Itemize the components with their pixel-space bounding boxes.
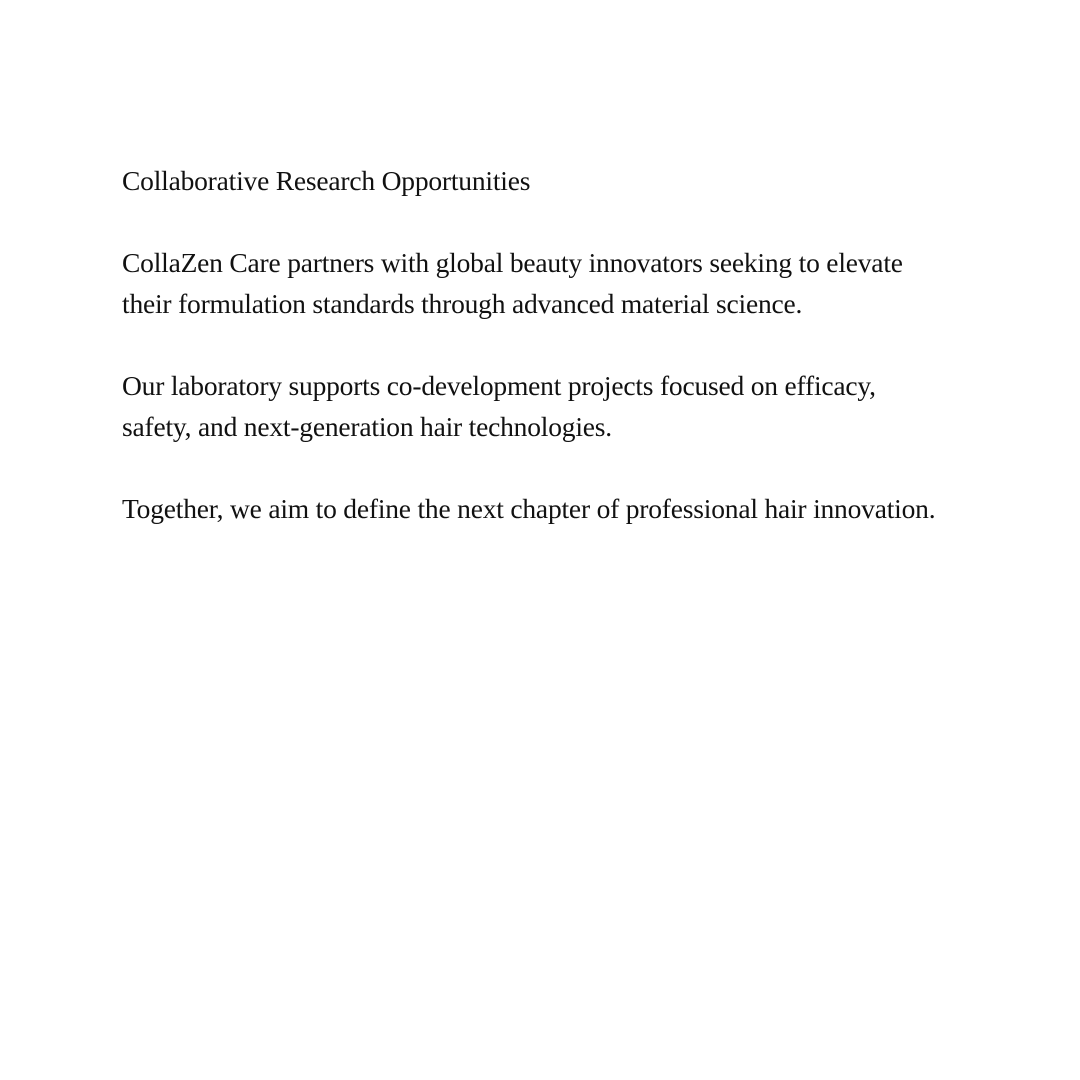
document-body bbox=[122, 160, 942, 529]
paragraph-partners: CollaZen Care partners with global beauty innovators seeking to elevate their formulation standards through advanced material science. bbox=[122, 247, 903, 319]
section-heading: Collaborative Research Opportunities bbox=[122, 165, 531, 196]
paragraph-laboratory: Our laboratory supports co-development projects focused on efficacy, safety, and next-generation hair technologies. bbox=[122, 370, 876, 442]
paragraph-together: Together, we aim to define the next chapter of professional hair innovation. bbox=[122, 493, 936, 524]
